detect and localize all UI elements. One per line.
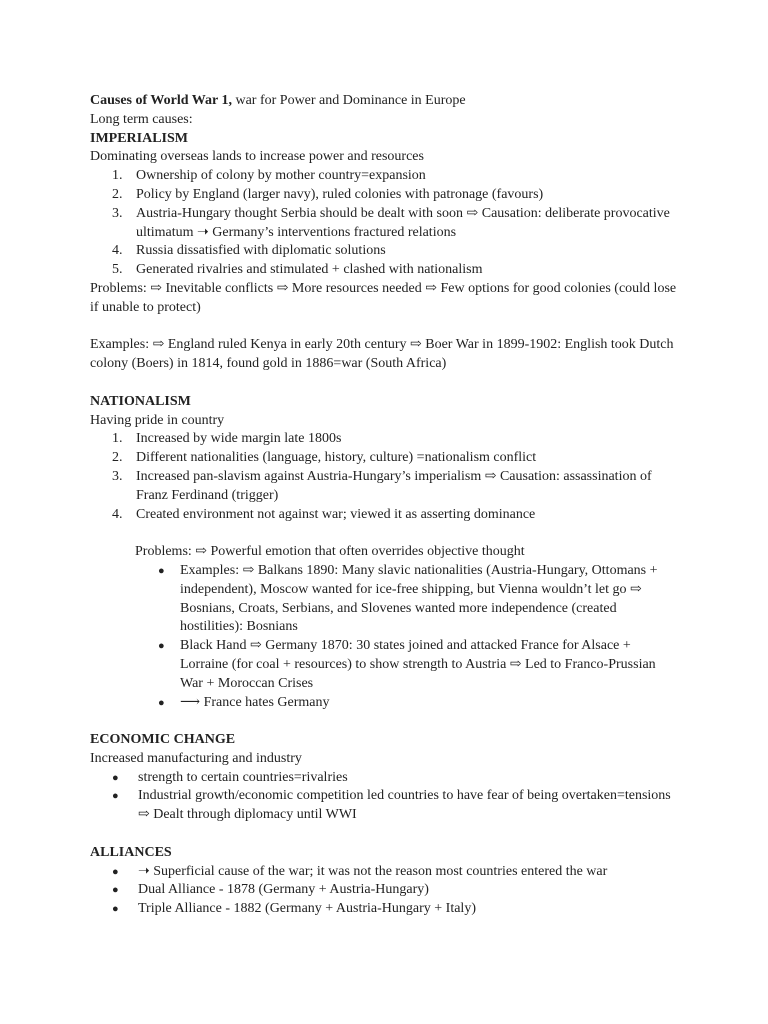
bullet-icon: ● [112, 903, 119, 916]
bullet-text: strength to certain countries=rivalries [138, 769, 348, 785]
economic-bullet [90, 787, 678, 825]
economic-bullet [90, 769, 690, 788]
bullet-text: Industrial growth/economic competition led countries to have fear of being overtaken=tensions ⇨ Dealt through diplomacy until WWI [138, 788, 671, 823]
item-number: 2. [112, 450, 123, 466]
nationalism-item [90, 506, 690, 525]
bullet-text: Triple Alliance - 1882 (Germany + Austria-Hungary + Italy) [138, 901, 476, 917]
document-title [90, 92, 690, 111]
bullet-icon: ● [112, 790, 119, 803]
imperialism-item [90, 261, 690, 280]
nationalism-bullet [90, 637, 680, 693]
bullet-text: ⟶ France hates Germany [180, 694, 330, 710]
item-text: Increased pan-slavism against Austria-Hungary’s imperialism ⇨ Causation: assassination of Franz Ferdinand (trigger) [136, 468, 652, 503]
spacer [90, 712, 690, 731]
imperialism-item [90, 242, 690, 261]
bullet-icon: ● [158, 640, 165, 653]
item-text: Increased by wide margin late 1800s [136, 431, 342, 447]
item-text: Ownership of colony by mother country=expansion [136, 168, 426, 184]
title-rest: war for Power and Dominance in Europe [231, 93, 466, 108]
nationalism-item [90, 449, 690, 468]
economic-intro: Increased manufacturing and industry [90, 750, 302, 766]
item-number: 4. [112, 243, 123, 259]
alliances-heading: ALLIANCES [90, 844, 172, 860]
item-number: 5. [112, 262, 123, 278]
item-number: 1. [112, 431, 123, 447]
item-text: Russia dissatisfied with diplomatic solutions [136, 243, 386, 259]
bullet-text: Examples: ⇨ Balkans 1890: Many slavic nationalities (Austria-Hungary, Ottomans + independent), Moscow wanted for ice-free shipping, but Vienna wouldn’t let go ⇨ Bosnians, Croats, Serbians, and Slovenes wanted more independence (created hostilities): Bosnians [180, 562, 658, 635]
item-number: 3. [112, 468, 123, 484]
spacer [90, 318, 690, 337]
item-text: Policy by England (larger navy), ruled colonies with patronage (favours) [136, 186, 544, 202]
long-term-label: Long term causes: [90, 111, 193, 127]
nationalism-problems: Problems: ⇨ Powerful emotion that often overrides objective thought [135, 544, 525, 560]
imperialism-examples-line1: Examples: ⇨ England ruled Kenya in early 20th century ⇨ Boer War in 1899-1902: English took Dutch [90, 337, 674, 353]
nationalism-bullet [90, 562, 680, 637]
bullet-icon: ● [112, 865, 119, 878]
imperialism-problems-line1: Problems: ⇨ Inevitable conflicts ⇨ More resources needed ⇨ Few options for good colonies (could lose [90, 280, 677, 296]
spacer [90, 374, 690, 393]
imperialism-problems-line2: if unable to protect) [90, 299, 201, 315]
nationalism-heading: NATIONALISM [90, 393, 191, 409]
alliances-bullet [90, 863, 690, 882]
nationalism-item [90, 468, 676, 506]
economic-heading: ECONOMIC CHANGE [90, 732, 236, 748]
item-number: 3. [112, 205, 123, 221]
item-number: 1. [112, 168, 123, 184]
alliances-bullet [90, 881, 690, 900]
imperialism-item [90, 186, 690, 205]
item-text: Generated rivalries and stimulated + clashed with nationalism [136, 262, 483, 278]
imperialism-examples-line2: colony (Boers) in 1814, found gold in 1886=war (South Africa) [90, 356, 447, 372]
spacer [90, 524, 690, 543]
item-number: 4. [112, 506, 123, 522]
imperialism-heading: IMPERIALISM [90, 130, 189, 146]
bullet-text: ➝ Superficial cause of the war; it was not the reason most countries entered the war [138, 863, 608, 879]
imperialism-item [90, 167, 690, 186]
bullet-icon: ● [158, 696, 165, 709]
spacer [90, 825, 690, 844]
nationalism-intro: Having pride in country [90, 412, 225, 428]
item-text: Different nationalities (language, history, culture) =nationalism conflict [136, 450, 537, 466]
bullet-text: Black Hand ⇨ Germany 1870: 30 states joined and attacked France for Alsace + Lorraine (for coal + resources) to show strength to Austria ⇨ Led to Franco-Prussian War + Moroccan Crises [180, 638, 656, 691]
document-content [90, 92, 690, 919]
bullet-text: Dual Alliance - 1878 (Germany + Austria-Hungary) [138, 882, 429, 898]
nationalism-item [90, 430, 690, 449]
bullet-icon: ● [112, 884, 119, 897]
item-text: Austria-Hungary thought Serbia should be dealt with soon ⇨ Causation: deliberate provocative ultimatum ➝ Germany’s interventions fractured relations [136, 205, 670, 240]
bullet-icon: ● [112, 771, 119, 784]
item-text: Created environment not against war; viewed it as asserting dominance [136, 506, 536, 522]
imperialism-intro: Dominating overseas lands to increase power and resources [90, 149, 424, 165]
title-bold: Causes of World War 1, [90, 93, 232, 108]
imperialism-item [90, 205, 676, 243]
nationalism-bullet [90, 694, 680, 713]
alliances-bullet [90, 900, 690, 919]
bullet-icon: ● [158, 564, 165, 577]
item-number: 2. [112, 186, 123, 202]
